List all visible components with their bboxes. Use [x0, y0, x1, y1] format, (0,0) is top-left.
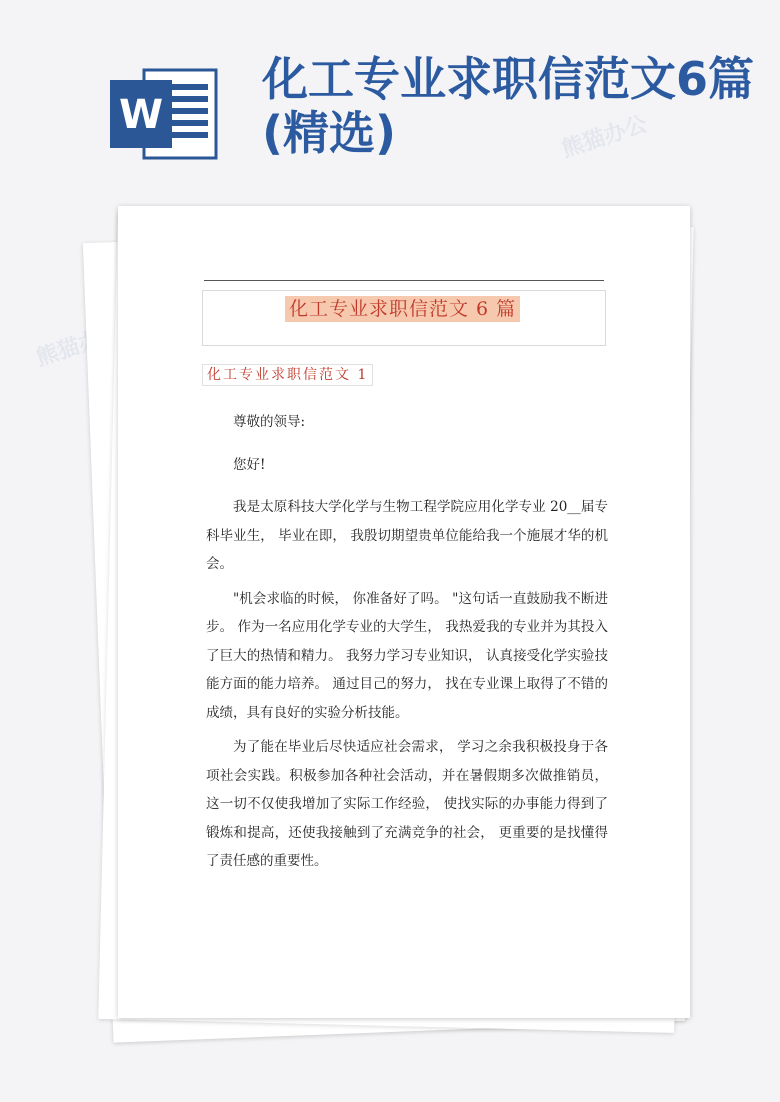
paragraph: "机会求临的时候， 你准备好了吗。 "这句话一直鼓励我不断进步。 作为一名应用化学专业的大学生， 我热爱我的专业并为其投入了巨大的热情和精力。 我努力学习专业知识， 认真接受化学实验技能方面的能力培养。 通过目己的努力， 找在专业课上取得了不错的成绩，具有良好的实验分析技能。: [206, 590, 608, 721]
word-doc-icon: [110, 66, 220, 162]
svg-text:W: W: [118, 92, 164, 138]
watermark: 熊猫办公: [33, 320, 125, 372]
doc-title: 化工专业求职信范文 6 篇: [285, 296, 520, 322]
page-title: 化工专业求职信范文6篇(精选): [262, 52, 755, 160]
watermark: 熊猫办公: [558, 111, 651, 163]
doc-body: [206, 408, 608, 882]
section-heading: 化工专业求职信范文 1: [202, 364, 373, 386]
document-page: [118, 206, 690, 1018]
doc-title-box: [202, 290, 606, 346]
paragraph: 为了能在毕业后尽快适应社会需求， 学习之余我积极投身于各项社会实践。积极参加各种社会活动，并在暑假期多次做推销员，这一切不仅使我增加了实际工作经验， 使找实际的办事能力得到了锻炼和提高，还使我接触到了充满竞争的社会， 更重要的是找懂得了责任感的重要性。: [206, 739, 608, 869]
paragraph: 我是太原科技大学化学与生物工程学院应用化学专业 20__届专科毕业生， 毕业在即， 我殷切期望贵单位能给我一个施展才华的机会。: [206, 499, 608, 572]
paragraph: 您好!: [233, 456, 266, 473]
paragraph: 尊敬的领导:: [233, 414, 306, 430]
header-rule: [204, 280, 604, 281]
